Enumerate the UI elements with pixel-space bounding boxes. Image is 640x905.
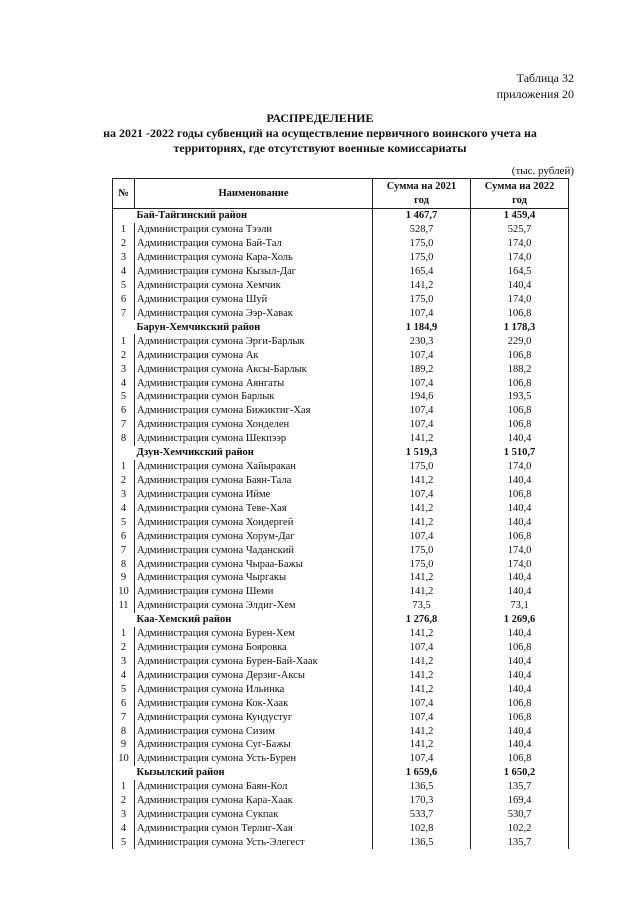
row-sum-2021: 141,2 — [373, 501, 471, 515]
row-sum-2021: 141,2 — [373, 724, 471, 738]
row-sum-2021: 107,4 — [373, 418, 471, 432]
row-sum-2022: 140,4 — [471, 724, 569, 738]
row-sum-2022: 106,8 — [471, 376, 569, 390]
row-name: Кызылский район — [135, 766, 373, 780]
row-name: Администрация сумона Бай-Тал — [135, 237, 373, 251]
row-name: Администрация сумона Сизим — [135, 724, 373, 738]
row-number — [113, 446, 135, 460]
row-sum-2021: 175,0 — [373, 293, 471, 307]
table-row — [113, 418, 569, 432]
row-name: Администрация сумона Аксы-Барлык — [135, 362, 373, 376]
row-sum-2021: 189,2 — [373, 362, 471, 376]
row-number: 3 — [113, 362, 135, 376]
table-row — [113, 655, 569, 669]
row-sum-2021: 107,4 — [373, 641, 471, 655]
table-row — [113, 237, 569, 251]
table-row — [113, 460, 569, 474]
row-name: Администрация сумона Сукпак — [135, 808, 373, 822]
row-name: Администрация сумона Элдиг-Хем — [135, 599, 373, 613]
document-title — [0, 111, 640, 156]
row-name: Бай-Тайгинский район — [135, 209, 373, 223]
district-row — [113, 446, 569, 460]
row-number: 10 — [113, 752, 135, 766]
table-number: Таблица 32 — [516, 71, 574, 85]
row-sum-2022: 140,4 — [471, 571, 569, 585]
table-row — [113, 487, 569, 501]
table-row — [113, 404, 569, 418]
table-row — [113, 682, 569, 696]
row-sum-2022: 140,4 — [471, 585, 569, 599]
row-number: 6 — [113, 404, 135, 418]
row-number — [113, 766, 135, 780]
row-name: Каа-Хемский район — [135, 613, 373, 627]
table-row — [113, 501, 569, 515]
row-sum-2021: 230,3 — [373, 334, 471, 348]
table-row — [113, 557, 569, 571]
row-number: 5 — [113, 835, 135, 849]
units-label: (тыс. рублей) — [511, 165, 574, 177]
row-sum-2022: 106,8 — [471, 710, 569, 724]
row-number — [113, 209, 135, 223]
row-number: 4 — [113, 501, 135, 515]
row-sum-2022: 140,4 — [471, 682, 569, 696]
table-row — [113, 710, 569, 724]
row-number: 5 — [113, 682, 135, 696]
row-name: Администрация сумон Терлиг-Хая — [135, 822, 373, 836]
row-sum-2022: 106,8 — [471, 529, 569, 543]
table-row — [113, 571, 569, 585]
row-sum-2021: 1 659,6 — [373, 766, 471, 780]
row-name: Дзун-Хемчикский район — [135, 446, 373, 460]
row-name: Администрация сумона Хондергей — [135, 515, 373, 529]
row-number: 7 — [113, 306, 135, 320]
row-number: 2 — [113, 237, 135, 251]
row-sum-2022: 106,8 — [471, 306, 569, 320]
table-row — [113, 293, 569, 307]
row-sum-2021: 141,2 — [373, 682, 471, 696]
row-sum-2021: 175,0 — [373, 237, 471, 251]
table-row — [113, 627, 569, 641]
row-sum-2021: 528,7 — [373, 223, 471, 237]
row-sum-2021: 141,2 — [373, 571, 471, 585]
row-number: 2 — [113, 474, 135, 488]
row-sum-2022: 140,4 — [471, 668, 569, 682]
row-number: 11 — [113, 599, 135, 613]
col-header-2022: Сумма на 2022 год — [471, 179, 569, 209]
row-sum-2022: 140,4 — [471, 738, 569, 752]
row-number — [113, 613, 135, 627]
row-name: Администрация сумона Бурен-Хем — [135, 627, 373, 641]
row-sum-2021: 102,8 — [373, 822, 471, 836]
row-sum-2022: 174,0 — [471, 293, 569, 307]
district-row — [113, 613, 569, 627]
row-name: Администрация сумона Бурен-Бай-Хаак — [135, 655, 373, 669]
table-row — [113, 808, 569, 822]
row-sum-2022: 140,4 — [471, 627, 569, 641]
row-number: 5 — [113, 390, 135, 404]
row-number: 3 — [113, 251, 135, 265]
row-number: 6 — [113, 529, 135, 543]
row-name: Администрация сумона Бояровка — [135, 641, 373, 655]
table-row — [113, 738, 569, 752]
row-number: 5 — [113, 279, 135, 293]
row-name: Администрация сумона Кундустуг — [135, 710, 373, 724]
row-sum-2022: 174,0 — [471, 237, 569, 251]
table-header-row — [113, 179, 569, 209]
row-sum-2022: 106,8 — [471, 418, 569, 432]
table-row — [113, 794, 569, 808]
row-number — [113, 320, 135, 334]
table-row — [113, 223, 569, 237]
row-sum-2021: 175,0 — [373, 543, 471, 557]
row-number: 1 — [113, 627, 135, 641]
district-row — [113, 320, 569, 334]
row-name: Администрация сумона Хонделен — [135, 418, 373, 432]
row-name: Администрация сумона Шекпээр — [135, 432, 373, 446]
row-name: Администрация сумона Ээр-Хавак — [135, 306, 373, 320]
distribution-table — [112, 178, 569, 849]
row-number: 10 — [113, 585, 135, 599]
row-number: 6 — [113, 293, 135, 307]
title-subtitle-line2: территориях, где отсутствуют военные комиссариаты — [173, 141, 467, 155]
row-sum-2022: 188,2 — [471, 362, 569, 376]
row-sum-2021: 141,2 — [373, 738, 471, 752]
row-sum-2021: 136,5 — [373, 780, 471, 794]
row-sum-2021: 175,0 — [373, 251, 471, 265]
row-number: 7 — [113, 543, 135, 557]
table-row — [113, 696, 569, 710]
row-number: 9 — [113, 571, 135, 585]
row-name: Администрация сумона Дерзиг-Аксы — [135, 668, 373, 682]
row-sum-2022: 174,0 — [471, 251, 569, 265]
row-number: 2 — [113, 641, 135, 655]
table-row — [113, 390, 569, 404]
table-row — [113, 334, 569, 348]
table-row — [113, 724, 569, 738]
row-sum-2021: 533,7 — [373, 808, 471, 822]
table-row — [113, 432, 569, 446]
row-name: Барун-Хемчикский район — [135, 320, 373, 334]
row-sum-2022: 229,0 — [471, 334, 569, 348]
table-row — [113, 780, 569, 794]
row-number: 1 — [113, 460, 135, 474]
row-name: Администрация сумон Барлык — [135, 390, 373, 404]
row-sum-2021: 107,4 — [373, 487, 471, 501]
table-row — [113, 835, 569, 849]
row-name: Администрация сумона Баян-Тала — [135, 474, 373, 488]
row-name: Администрация сумона Чаданский — [135, 543, 373, 557]
row-sum-2022: 106,8 — [471, 696, 569, 710]
row-number: 8 — [113, 557, 135, 571]
row-sum-2022: 140,4 — [471, 501, 569, 515]
row-number: 3 — [113, 487, 135, 501]
row-sum-2021: 107,4 — [373, 696, 471, 710]
row-name: Администрация сумона Чыраа-Бажы — [135, 557, 373, 571]
row-name: Администрация сумона Усть-Элегест — [135, 835, 373, 849]
row-sum-2022: 106,8 — [471, 641, 569, 655]
table-row — [113, 752, 569, 766]
row-name: Администрация сумона Баян-Кол — [135, 780, 373, 794]
row-number: 6 — [113, 696, 135, 710]
row-sum-2022: 106,8 — [471, 487, 569, 501]
table-row — [113, 362, 569, 376]
row-sum-2021: 141,2 — [373, 515, 471, 529]
row-name: Администрация сумона Кара-Холь — [135, 251, 373, 265]
row-sum-2022: 106,8 — [471, 348, 569, 362]
row-sum-2022: 106,8 — [471, 404, 569, 418]
table-row — [113, 585, 569, 599]
row-name: Администрация сумона Кара-Хаак — [135, 794, 373, 808]
row-sum-2022: 164,5 — [471, 265, 569, 279]
row-sum-2022: 174,0 — [471, 543, 569, 557]
title-heading: РАСПРЕДЕЛЕНИЕ — [266, 111, 374, 125]
title-subtitle-line1: на 2021 -2022 годы субвенций на осуществление первичного воинского учета на — [103, 126, 537, 140]
row-number: 1 — [113, 223, 135, 237]
row-name: Администрация сумона Шуй — [135, 293, 373, 307]
table-row — [113, 306, 569, 320]
table-row — [113, 251, 569, 265]
row-number: 5 — [113, 515, 135, 529]
row-name: Администрация сумона Кок-Хаак — [135, 696, 373, 710]
row-name: Администрация сумона Чыргакы — [135, 571, 373, 585]
row-name: Администрация сумона Шеми — [135, 585, 373, 599]
row-number: 9 — [113, 738, 135, 752]
row-number: 7 — [113, 710, 135, 724]
row-name: Администрация сумона Кызыл-Даг — [135, 265, 373, 279]
table-row — [113, 529, 569, 543]
row-sum-2022: 140,4 — [471, 279, 569, 293]
row-number: 4 — [113, 822, 135, 836]
row-sum-2021: 141,2 — [373, 627, 471, 641]
row-sum-2021: 73,5 — [373, 599, 471, 613]
row-name: Администрация сумона Ильинка — [135, 682, 373, 696]
row-sum-2022: 174,0 — [471, 557, 569, 571]
row-sum-2021: 170,3 — [373, 794, 471, 808]
row-sum-2021: 107,4 — [373, 306, 471, 320]
table-row — [113, 599, 569, 613]
row-number: 3 — [113, 808, 135, 822]
row-sum-2021: 107,4 — [373, 710, 471, 724]
district-row — [113, 766, 569, 780]
table-row — [113, 515, 569, 529]
row-name: Администрация сумона Теве-Хая — [135, 501, 373, 515]
district-row — [113, 209, 569, 223]
row-sum-2022: 169,4 — [471, 794, 569, 808]
row-number: 4 — [113, 265, 135, 279]
row-sum-2021: 107,4 — [373, 348, 471, 362]
col-header-num: № — [113, 179, 135, 209]
row-sum-2021: 107,4 — [373, 529, 471, 543]
row-number: 1 — [113, 780, 135, 794]
row-sum-2021: 141,2 — [373, 474, 471, 488]
row-number: 2 — [113, 348, 135, 362]
row-name: Администрация сумона Эрги-Барлык — [135, 334, 373, 348]
table-reference — [497, 70, 574, 102]
table-row — [113, 543, 569, 557]
table-row — [113, 265, 569, 279]
row-sum-2022: 1 459,4 — [471, 209, 569, 223]
table-row — [113, 822, 569, 836]
row-name: Администрация сумона Ийме — [135, 487, 373, 501]
table-row — [113, 668, 569, 682]
row-name: Администрация сумона Суг-Бажы — [135, 738, 373, 752]
row-sum-2021: 107,4 — [373, 752, 471, 766]
table-row — [113, 348, 569, 362]
col-header-name: Наименование — [135, 179, 373, 209]
row-sum-2021: 141,2 — [373, 585, 471, 599]
row-name: Администрация сумона Ак — [135, 348, 373, 362]
row-sum-2021: 1 184,9 — [373, 320, 471, 334]
row-sum-2021: 175,0 — [373, 460, 471, 474]
row-sum-2022: 193,5 — [471, 390, 569, 404]
row-sum-2022: 102,2 — [471, 822, 569, 836]
row-sum-2022: 174,0 — [471, 460, 569, 474]
row-sum-2021: 141,2 — [373, 655, 471, 669]
row-sum-2021: 136,5 — [373, 835, 471, 849]
row-sum-2022: 135,7 — [471, 835, 569, 849]
row-sum-2021: 194,6 — [373, 390, 471, 404]
row-number: 2 — [113, 794, 135, 808]
row-number: 3 — [113, 655, 135, 669]
row-sum-2021: 1 467,7 — [373, 209, 471, 223]
row-sum-2022: 140,4 — [471, 515, 569, 529]
row-number: 8 — [113, 432, 135, 446]
row-sum-2021: 141,2 — [373, 432, 471, 446]
row-name: Администрация сумона Аянгаты — [135, 376, 373, 390]
appendix-number: приложения 20 — [496, 87, 574, 101]
row-sum-2021: 107,4 — [373, 404, 471, 418]
row-sum-2021: 141,2 — [373, 668, 471, 682]
col-header-2021: Сумма на 2021 год — [373, 179, 471, 209]
row-name: Администрация сумона Тээли — [135, 223, 373, 237]
row-sum-2022: 73,1 — [471, 599, 569, 613]
row-number: 1 — [113, 334, 135, 348]
row-sum-2022: 135,7 — [471, 780, 569, 794]
table-row — [113, 279, 569, 293]
row-number: 7 — [113, 418, 135, 432]
row-name: Администрация сумона Бижиктиг-Хая — [135, 404, 373, 418]
row-sum-2022: 1 510,7 — [471, 446, 569, 460]
row-sum-2021: 107,4 — [373, 376, 471, 390]
row-name: Администрация сумона Усть-Бурен — [135, 752, 373, 766]
table-row — [113, 376, 569, 390]
row-number: 4 — [113, 376, 135, 390]
row-number: 4 — [113, 668, 135, 682]
row-sum-2022: 140,4 — [471, 655, 569, 669]
row-name: Администрация сумона Хорум-Даг — [135, 529, 373, 543]
row-sum-2022: 530,7 — [471, 808, 569, 822]
row-sum-2022: 1 269,6 — [471, 613, 569, 627]
row-sum-2021: 175,0 — [373, 557, 471, 571]
table-row — [113, 474, 569, 488]
row-sum-2021: 1 519,3 — [373, 446, 471, 460]
row-name: Администрация сумона Хайыракан — [135, 460, 373, 474]
row-name: Администрация сумона Хемчик — [135, 279, 373, 293]
row-sum-2022: 1 650,2 — [471, 766, 569, 780]
row-sum-2022: 1 178,3 — [471, 320, 569, 334]
row-sum-2022: 525,7 — [471, 223, 569, 237]
table-body — [113, 209, 569, 850]
table-row — [113, 641, 569, 655]
row-sum-2021: 141,2 — [373, 279, 471, 293]
row-sum-2021: 165,4 — [373, 265, 471, 279]
row-sum-2022: 140,4 — [471, 432, 569, 446]
row-sum-2022: 140,4 — [471, 474, 569, 488]
row-sum-2021: 1 276,8 — [373, 613, 471, 627]
row-sum-2022: 106,8 — [471, 752, 569, 766]
row-number: 8 — [113, 724, 135, 738]
